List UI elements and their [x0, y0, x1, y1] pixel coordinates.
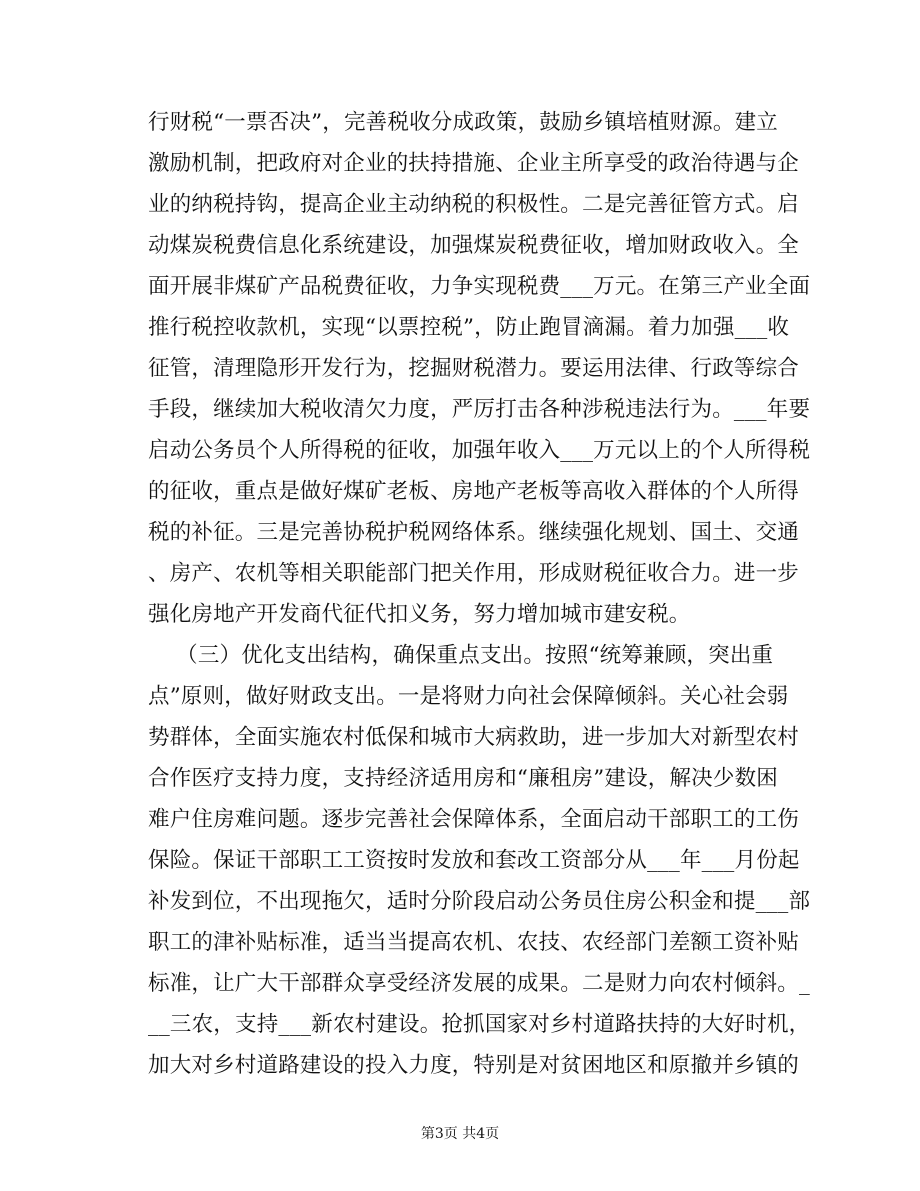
text-line: 业的纳税持钩，提高企业主动纳税的积极性。二是完善征管方式。启	[148, 192, 800, 217]
text-line: 强化房地产开发商代征代扣义务，努力增加城市建安税。	[148, 602, 691, 627]
text-line: 保险。保证干部职工工资按时发放和套改工资部分从___年___月份起	[148, 848, 800, 873]
text-line: 激励机制，把政府对企业的扶持措施、企业主所享受的政治待遇与企	[148, 151, 800, 176]
text-line: 行财税“一票否决”，完善税收分成政策，鼓励乡镇培植财源。建立	[148, 110, 778, 135]
text-line: （三）优化支出结构，确保重点支出。按照“统筹兼顾，突出重	[148, 643, 774, 668]
text-line: 动煤炭税费信息化系统建设，加强煤炭税费征收，增加财政收入。全	[148, 233, 800, 258]
text-line: 手段，继续加大税收清欠力度，严厉打击各种涉税违法行为。___年要	[148, 397, 811, 422]
text-line: 标准，让广大干部群众享受经济发展的成果。二是财力向农村倾斜。_	[148, 971, 810, 996]
text-line: 加大对乡村道路建设的投入力度，特别是对贫困地区和原撤并乡镇的	[148, 1053, 800, 1078]
text-line: 的征收，重点是做好煤矿老板、房地产老板等高收入群体的个人所得	[148, 479, 800, 504]
text-line: 启动公务员个人所得税的征收，加强年收入___万元以上的个人所得税	[148, 438, 811, 463]
text-line: 征管，清理隐形开发行为，挖掘财税潜力。要运用法律、行政等综合	[148, 356, 800, 381]
text-line: 势群体，全面实施农村低保和城市大病救助，进一步加大对新型农村	[148, 725, 800, 750]
text-line: __三农，支持___新农村建设。抢抓国家对乡村道路扶持的大好时机，	[148, 1012, 811, 1037]
page-number-footer: 第3页 共4页	[420, 1126, 500, 1142]
text-line: 难户住房难问题。逐步完善社会保障体系，全面启动干部职工的工伤	[148, 807, 800, 832]
text-line: 点”原则，做好财政支出。一是将财力向社会保障倾斜。关心社会弱	[148, 684, 789, 709]
body-text	[148, 102, 811, 1086]
text-line: 面开展非煤矿产品税费征收，力争实现税费___万元。在第三产业全面	[148, 274, 811, 299]
text-line: 、房产、农机等相关职能部门把关作用，形成财税征收合力。进一步	[148, 561, 800, 586]
text-line: 合作医疗支持力度，支持经济适用房和“廉租房”建设，解决少数困	[148, 766, 778, 791]
text-line: 税的补征。三是完善协税护税网络体系。继续强化规划、国土、交通	[148, 520, 800, 545]
text-line: 补发到位，不出现拖欠，适时分阶段启动公务员住房公积金和提___部	[148, 889, 811, 914]
text-line: 职工的津补贴标准，适当当提高农机、农技、农经部门差额工资补贴	[148, 930, 800, 955]
text-line: 推行税控收款机，实现“以票控税”，防止跑冒滴漏。着力加强___收	[148, 315, 790, 340]
